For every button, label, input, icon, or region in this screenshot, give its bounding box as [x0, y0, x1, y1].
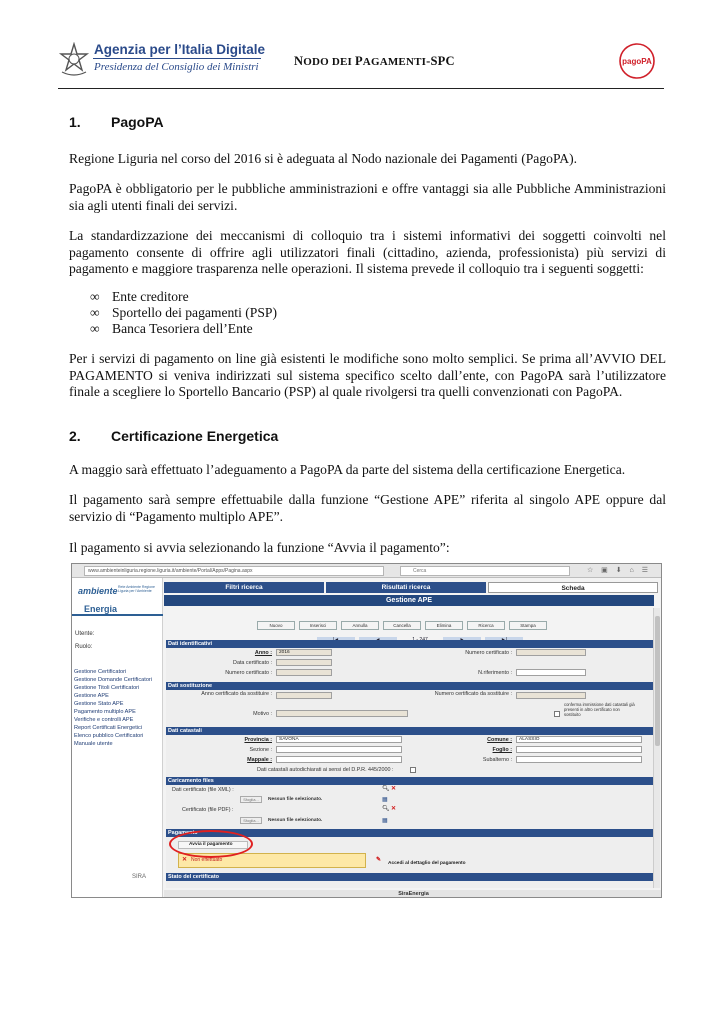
sezione-field[interactable]	[276, 746, 402, 753]
sidebar-item-report[interactable]: Report Certificati Energetici	[74, 725, 143, 731]
payment-detail-link[interactable]: Accedi al dettaglio del pagamento	[388, 861, 466, 866]
numero-sostituzione-label: Numero certificato da sostituire :	[434, 691, 512, 697]
search-icon[interactable]: 🔍︎	[382, 806, 390, 812]
tab-filtri-ricerca[interactable]: Filtri ricerca	[164, 582, 324, 593]
comune-select[interactable]: ALASSIO	[516, 736, 642, 743]
xml-file-label: Dati certificato (file XML) :	[172, 787, 234, 793]
anno-sostituzione-field[interactable]	[276, 692, 332, 699]
autodichiarati-checkbox[interactable]	[410, 767, 416, 773]
sidebar-item-titoli-certificatori[interactable]: Gestione Titoli Certificatori	[74, 685, 140, 691]
agency-subtitle: Presidenza del Consiglio dei Ministri	[94, 61, 259, 73]
address-bar[interactable]: www.ambienteinliguria.regione.liguria.it/ambiente/Portal/Apps/Pagina.aspx	[84, 566, 384, 576]
list-item: ∞ Banca Tesoriera dell’Ente	[90, 321, 253, 336]
pdf-nofile-text: Nessun file selezionato.	[268, 818, 323, 823]
numero-certificato-2-field[interactable]	[276, 669, 332, 676]
section-dati-identificativi: Dati identificativi	[166, 640, 654, 648]
sezione-label: Sezione :	[249, 747, 272, 753]
pager	[317, 628, 527, 636]
section-dati-catastali: Dati catastali	[166, 727, 654, 735]
sidebar-item-stato-ape[interactable]: Gestione Stato APE	[74, 701, 124, 707]
section-1-heading: 1. PagoPA	[69, 114, 164, 130]
brand-subtitle: Rete Ambiente Regione Liguria per l'Ambiente	[118, 585, 155, 593]
inserisci-button[interactable]: Inserisci	[299, 621, 337, 630]
sidebar-item-gestione-ape[interactable]: Gestione APE	[74, 693, 109, 699]
sidebar-item-elenco-pubblico[interactable]: Elenco pubblico Certificatori	[74, 733, 144, 739]
anno-label: Anno :	[254, 650, 272, 656]
numero-sostituzione-field[interactable]	[516, 692, 586, 699]
upload-icon[interactable]: ▦	[382, 818, 388, 824]
conferma-note: conferma immissione dati catastali già presenti in altro certificato non sostituito	[564, 702, 635, 717]
riferimento-label: N.riferimento :	[478, 670, 512, 676]
section-1-paragraph-1: Regione Liguria nel corso del 2016 si è adeguata al Nodo nazionale dei Pagamenti (PagoPA).	[69, 151, 577, 166]
section-1-paragraph-3: La standardizzazione dei meccanismi di colloquio tra i sistemi informativi dei soggetti coinvolti nel pagamento consente di offrire agli utilizzatori finali (cittadino, azienda, professionista) più servizi di pagamento e maggiore trasparenza nelle operazioni. Il sistema prevede il colloquio tra i seguenti soggetti:	[69, 228, 666, 276]
agency-name: Agenzia per l’Italia Digitale	[94, 42, 266, 57]
numero-certificato-field[interactable]	[516, 649, 586, 656]
sidebar	[72, 578, 163, 898]
section-caricamento-files: Caricamento files	[166, 777, 654, 785]
data-certificato-label: Data certificato :	[233, 660, 272, 666]
riferimento-field[interactable]	[516, 669, 586, 676]
header-rule	[58, 88, 664, 89]
republic-emblem-icon	[58, 42, 90, 78]
stampa-button[interactable]: Stampa	[509, 621, 547, 630]
mappale-field[interactable]	[276, 756, 402, 763]
section-2-paragraph-1: A maggio sarà effettuato l’adeguamento a PagoPA da parte del sistema della certificazione Energetica.	[69, 462, 626, 477]
annulla-button[interactable]: Annulla	[341, 621, 379, 630]
data-certificato-field[interactable]	[276, 659, 332, 666]
browser-search-input[interactable]: Cerca	[400, 566, 570, 576]
provincia-label: Provincia :	[244, 737, 272, 743]
elimina-button[interactable]: Elimina	[425, 621, 463, 630]
app-name: Energia	[84, 604, 118, 614]
scrollbar-thumb[interactable]	[655, 616, 660, 746]
subalterno-label: Subalterno :	[482, 757, 512, 763]
autodichiarati-label: Dati catastali autodichiarati ai sensi del D.P.R. 445/2000 :	[257, 767, 394, 773]
list-item: ∞ Ente creditore	[90, 289, 189, 304]
tab-bar	[164, 582, 662, 593]
foglio-field[interactable]	[516, 746, 642, 753]
list-item: ∞ Sportello dei pagamenti (PSP)	[90, 305, 277, 320]
payment-status-text: Non effettuato	[191, 857, 223, 863]
section-2-heading: 2. Certificazione Energetica	[69, 428, 279, 444]
pagopa-logo-text: pagoPA	[622, 57, 652, 66]
sidebar-item-manuale[interactable]: Manuale utente	[74, 741, 113, 747]
browse-pdf-button[interactable]: Sfoglia...	[240, 817, 262, 824]
delete-icon[interactable]: ✕	[391, 786, 397, 792]
document-title: NODO DEI PAGAMENTI-SPC	[294, 54, 455, 68]
sidebar-item-gestione-certificatori[interactable]: Gestione Certificatori	[74, 669, 127, 675]
tab-scheda[interactable]: Scheda	[488, 582, 658, 593]
browser-toolbar-icons[interactable]: ☆ ▣ ⬇ ⌂ ☰	[586, 567, 651, 574]
section-2-paragraph-3: Il pagamento si avvia selezionando la funzione “Avvia il pagamento”:	[69, 540, 450, 555]
search-icon[interactable]: 🔍︎	[382, 786, 390, 792]
highlight-circle	[169, 830, 253, 858]
sidebar-item-verifiche[interactable]: Verifiche e controlli APE	[74, 717, 134, 723]
mappale-label: Mappale :	[247, 757, 272, 763]
action-toolbar	[257, 614, 551, 628]
pagopa-logo	[618, 42, 656, 80]
role-label: Ruolo:	[75, 644, 93, 650]
provincia-select[interactable]: SAVONA	[276, 736, 402, 743]
sidebar-menu	[74, 668, 152, 748]
warning-icon: ✕	[182, 857, 188, 863]
section-pagamento: Pagamento	[166, 829, 654, 837]
section-1-paragraph-4: Per i servizi di pagamento on line già esistenti le modifiche sono molto semplici. Se prima all’AVVIO DEL PAGAMENTO si veniva indirizzati sul sistema specifico scelto dall’ente, con PagoPA sarà l’utilizzatore finale a scegliere lo Sportello Bancario (PSP) al quale rivolgersi tra quelli convenzionati con PagoPA.	[69, 351, 666, 399]
app-screenshot	[71, 563, 662, 898]
page-title: Gestione APE	[164, 595, 654, 606]
anno-sostituzione-label: Anno certificato da sostituire :	[201, 691, 272, 697]
agency-divider	[93, 58, 261, 59]
comune-label: Comune :	[487, 737, 512, 743]
avvia-pagamento-button[interactable]: Avvia il pagamento	[178, 841, 248, 849]
page-header	[58, 40, 664, 88]
section-2-paragraph-2: Il pagamento sarà sempre effettuabile dalla funzione “Gestione APE” riferita al singolo APE oppure dal servizio di “Pagamento multiplo APE”.	[69, 492, 666, 524]
sidebar-item-pagamento-multiplo[interactable]: Pagamento multiplo APE	[74, 709, 136, 715]
nuovo-button[interactable]: Nuovo	[257, 621, 295, 630]
tab-risultati-ricerca[interactable]: Risultati ricerca	[326, 582, 486, 593]
payment-detail-icon[interactable]: ✎	[376, 857, 382, 863]
conferma-checkbox[interactable]	[554, 711, 560, 717]
section-dati-sostituzione: Dati sostituzione	[166, 682, 654, 690]
cancella-button[interactable]: Cancella	[383, 621, 421, 630]
ricerca-button[interactable]: Ricerca	[467, 621, 505, 630]
brand-logo: ambiente	[78, 586, 118, 596]
sidebar-item-domande-certificatori[interactable]: Gestione Domande Certificatori	[74, 677, 153, 683]
pdf-file-label: Certificato (file PDF) :	[182, 807, 234, 813]
foglio-label: Foglio :	[492, 747, 512, 753]
motivo-select[interactable]	[276, 710, 408, 717]
motivo-label: Motivo :	[253, 711, 272, 717]
browse-xml-button[interactable]: Sfoglia...	[240, 796, 262, 803]
numero-certificato-label: Numero certificato :	[465, 650, 512, 656]
upload-icon[interactable]: ▦	[382, 797, 388, 803]
section-stato-certificato: Stato del certificato	[166, 873, 654, 881]
sidebar-divider	[72, 614, 163, 616]
scrollbar[interactable]	[653, 608, 660, 888]
browser-toolbar	[72, 564, 661, 578]
section-1-paragraph-2: PagoPA è obbligatorio per le pubbliche amministrazioni e offre vantaggi sia alle Pubbliche Amministrazioni sia agli utenti finali dei servizi.	[69, 181, 666, 213]
xml-nofile-text: Nessun file selezionato.	[268, 797, 323, 802]
user-label: Utente:	[75, 631, 95, 637]
footer-bar: SiraEnergia	[164, 890, 662, 898]
delete-icon[interactable]: ✕	[391, 806, 397, 812]
sira-logo: SIRA	[132, 874, 147, 880]
numero-certificato-2-label: Numero certificato :	[225, 670, 272, 676]
subalterno-field[interactable]	[516, 756, 642, 763]
anno-field[interactable]: 2016	[276, 649, 332, 656]
